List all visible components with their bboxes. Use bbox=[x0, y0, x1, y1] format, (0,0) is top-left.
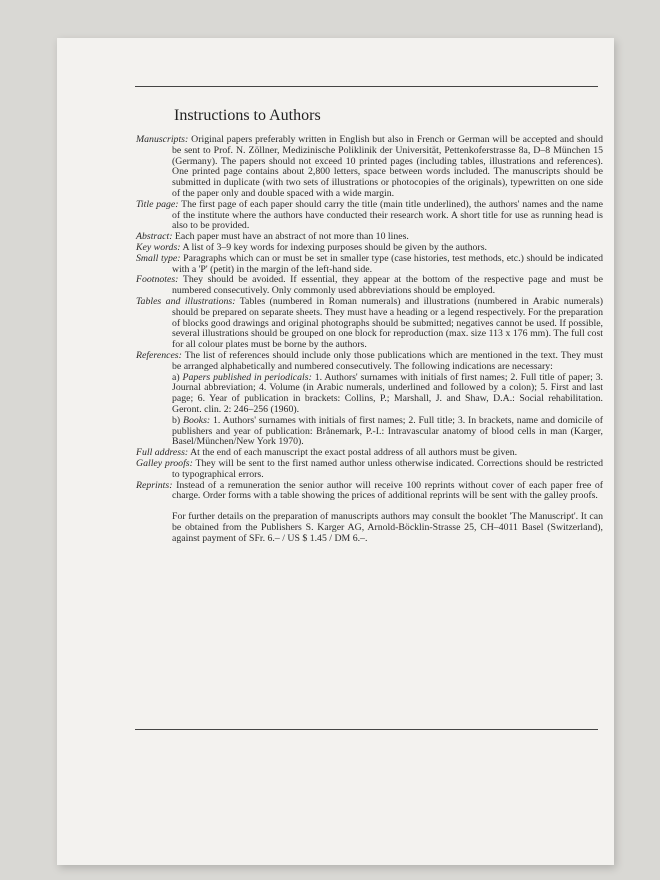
entry-reprints: Reprints: Instead of a remuneration the senior author will receive 100 reprints without cover of each paper free of charge. Order forms with a table showing the prices of additional reprints will be sent with the galley proofs. bbox=[136, 479, 603, 502]
closing-note: For further details on the preparation of manuscripts authors may consult the booklet 'The Manuscript'. It can be obtained from the Publishers S. Karger AG, Arnold-Böcklin-Strasse 25, CH–4011 Basel (Switzerland), against payment of SFr. 6.– / US $ 1.45 / DM 6.–. bbox=[172, 511, 603, 544]
page bbox=[57, 38, 614, 865]
entry-abstract: Abstract: Each paper must have an abstract of not more than 10 lines. bbox=[136, 231, 409, 243]
references-books: b) Books: 1. Authors' surnames with initials of first names; 2. Full title; 3. In brackets, name and domicile of publishers and year of publication: Brånemark, P.-I.: Intravascular anatomy of blood cells in man (Karger, Basel/München/New York 1970). bbox=[172, 414, 604, 448]
instructions-body bbox=[136, 135, 603, 554]
page-title: Instructions to Authors bbox=[174, 107, 321, 124]
references-periodicals: a) Papers published in periodicals: 1. Authors' surnames with initials of first names; 2. Full title of paper; 3. Journal abbreviation; 4. Volume (in Arabic numerals, underlined and followed by a colon); 5. First and last page; 6. Year of publication in brackets: Collins, P.; Marshall, J. and Shaw, D.A.: Social rehabilitation. Geront. clin. 2: 246–256 (1960). bbox=[172, 371, 604, 415]
top-rule bbox=[135, 86, 598, 87]
entry-full-address: Full address: At the end of each manuscript the exact postal address of all authors must be given. bbox=[136, 447, 518, 459]
entry-title-page: Title page: The first page of each paper should carry the title (main title underlined), the authors' names and the name of the institute where the authors have conducted their research work. A short title for use as running head is also to be provided. bbox=[136, 198, 603, 232]
entry-small-type: Small type: Paragraphs which can or must be set in smaller type (case histories, test methods, etc.) should be indicated with a 'P' (petit) in the margin of the left-hand side. bbox=[136, 252, 603, 275]
entry-tables-illustrations: Tables and illustrations: Tables (numbered in Roman numerals) and illustrations (numbered in Arabic numerals) should be prepared on separate sheets. They must have a heading or a legend respectively. For the preparation of blocks good drawings and original photographs should be submitted; negatives cannot be used. If possible, several illustrations should be grouped on one block for reproduction (max. size 113 x 176 mm). The full cost for all colour plates must be borne by the authors. bbox=[136, 295, 603, 351]
bottom-rule bbox=[135, 729, 598, 730]
entry-key-words: Key words: A list of 3–9 key words for indexing purposes should be given by the authors. bbox=[136, 241, 487, 253]
entry-galley-proofs: Galley proofs: They will be sent to the first named author unless otherwise indicated. Corrections should be restricted to typographical errors. bbox=[136, 457, 603, 480]
entry-footnotes: Footnotes: They should be avoided. If essential, they appear at the bottom of the respective page and must be numbered consecutively. Only commonly used abbreviations should be employed. bbox=[136, 274, 603, 297]
entry-manuscripts: Manuscripts: Original papers preferably written in English but also in French or German will be accepted and should be sent to Prof. N. Zöllner, Medizinische Poliklinik der Universität, Pettenkoferstrasse 8a, D–8 München 15 (Germany). The papers should not exceed 10 printed pages (including tables, illustrations and references). One printed page contains about 2,800 letters, space between words included. The manuscripts should be submitted in duplicate (with two sets of illustrations or photocopies of the originals), typewritten on one side of the paper only and double spaced with a wide margin. bbox=[136, 134, 603, 199]
entry-references: References: The list of references should include only those publications which are mentioned in the text. They must be arranged alphabetically and numbered consecutively. The following indications are necessary: bbox=[136, 349, 603, 372]
